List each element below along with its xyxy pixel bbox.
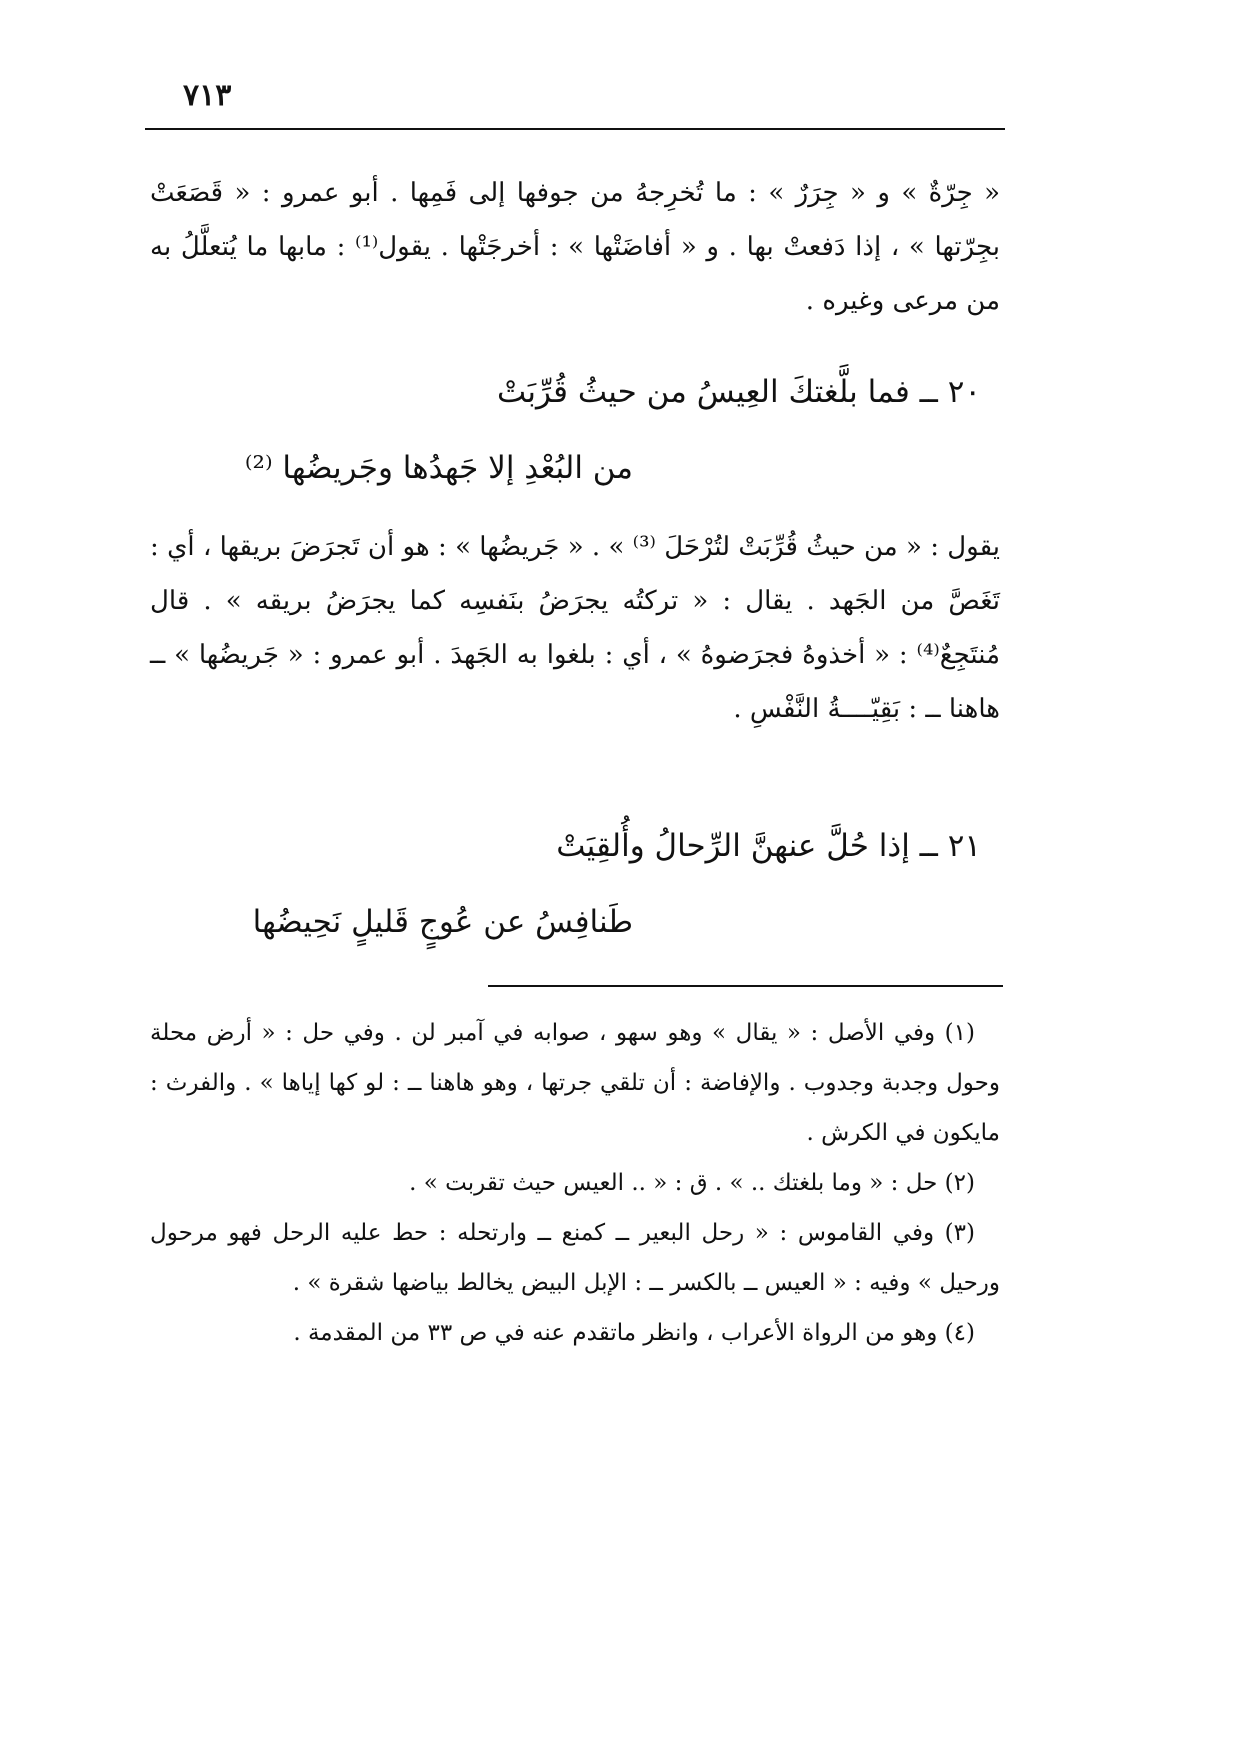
verse-21-first-hemistich: ٢١ ــ إذا حُلَّ عنهنَّ الرِّحالُ وأُلقِيَتْ [556, 828, 981, 864]
commentary-paragraph-2: يقول : « من حيثُ قُرِّبَتْ لتُرْحَلَ ⁽³⁾ » . « جَريضُها » : هو أن تَجرَضَ بريقها ، أي : تَغَصَّ من الجَهد . يقال : « تركتُه يجرَضُ بنَفسِه كما يجرَضُ بريقه » . قال مُنتَجِعٌ⁽⁴⁾ : « أخذوهُ فجرَضوهُ » ، أي : بلغوا به الجَهدَ . أبو عمرو : « جَريضُها » ــ هاهنا ــ : بَقِيّــــةُ النَّفْسِ . [150, 532, 1001, 724]
verse-21-second-hemistich: طَنافِسُ عن عُوجٍ قَليلٍ نَحِيضُها [252, 904, 633, 940]
page-number: ٧١٣ [183, 78, 232, 113]
footnote-1: (١) وفي الأصل : « يقال » وهو سهو ، صوابه في آمبر لن . وفي حل : « أرض محلة وحول وجدبة وجدوب . والإفاضة : أن تلقي جرتها ، وهو هاهنا ــ : لو كها إياها » . والفرث : مايكون في الكرش . [150, 1020, 1000, 1146]
commentary-paragraph-1: « جِرّةٌ » و « جِرَرٌ » : ما تُخرِجهُ من جوفها إلى فَمِها . أبو عمرو : « قَصَعَتْ بجِرّتها » ، إذا دَفعتْ بها . و « أفاضَتْها » : أخرجَتْها . يقول⁽¹⁾ : مابها ما يُتعلَّلُ به من مرعى وغيره . [150, 178, 1000, 316]
header-rule [145, 128, 1005, 130]
footnote-4: (٤) وهو من الرواة الأعراب ، وانظر ماتقدم عنه في ص ٣٣ من المقدمة . [293, 1320, 975, 1346]
footnotes [150, 1008, 1000, 1358]
footnote-3: (٣) وفي القاموس : « رحل البعير ــ كمنع ــ وارتحله : حط عليه الرحل فهو مرحول ورحيل » وفيه : « العيس ــ بالكسر ــ : الإبل البيض يخالط بياضها شقرة » . [150, 1220, 1000, 1296]
footnote-separator [488, 985, 1003, 987]
verse-20-first-hemistich: ٢٠ ــ فما بلَّغتكَ العِيسُ من حيثُ قُرِّبَتْ [496, 374, 981, 410]
verse-20-second-hemistich: من البُعْدِ إلا جَهدُها وجَريضُها ⁽²⁾ [244, 450, 633, 486]
footnote-2: (٢) حل : « وما بلغتك .. » . ق : « .. العيس حيث تقربت » . [409, 1170, 975, 1196]
